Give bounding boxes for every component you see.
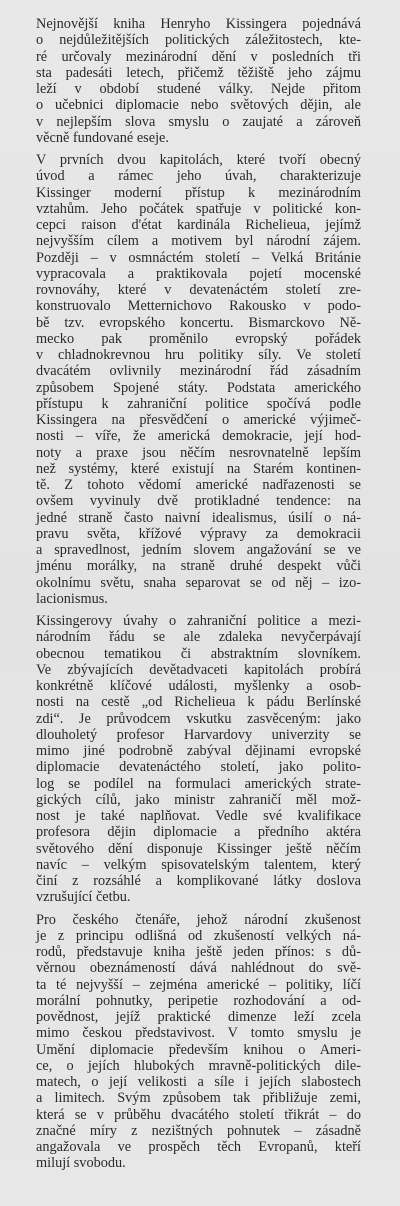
text-line: Kissingerovy úvahy o zahraniční politice a mezi-: [36, 613, 361, 629]
text-line: způsobem Spojené státy. Podstata amerického: [36, 379, 361, 396]
paragraph-2: [36, 152, 361, 607]
text-line: okolnímu světu, snaha separovat se od něj – izo-: [36, 574, 361, 591]
text-line: přístupu k zahraniční politice spočívá podle: [36, 395, 361, 412]
text-line: národním řádu se ale zdaleka nevyčerpávají: [36, 629, 361, 646]
text-line: V prvních dvou kapitolách, které tvoří obecný: [36, 152, 361, 168]
text-line: ré určovaly mezinárodní dění v posledních tři: [36, 48, 361, 65]
text-line: ovšem vyvinuly dvě protikladné tendence: na: [36, 493, 361, 510]
text-line: ce, o jejích hlubokých mravně-politických dile-: [36, 1057, 361, 1074]
text-line: Později – v osmnáctém století – Velká Británie: [36, 249, 361, 266]
text-line: navíc – velkým spisovatelským talentem, který: [36, 856, 361, 873]
text-line: vztahům. Jeho počátek spatřuje v politické kon-: [36, 200, 361, 217]
text-line: Kissingera na přesvědčení o americké výjimeč-: [36, 412, 361, 428]
text-line: jménu morálky, na straně druhé despekt vůči: [36, 558, 361, 575]
text-line: Umění diplomacie především knihou o Ameri-: [36, 1041, 361, 1058]
text-line: nost je také naplňovat. Vedle své kvalifikace: [36, 808, 361, 824]
text-line: dvacátém ovlivnily mezinárodní řád zásadním: [36, 363, 361, 380]
text-line: vypracovala a praktikovala pojetí mocenské: [36, 265, 361, 282]
text-line: sta padesáti letech, přičemž těžiště jeho zájmu: [36, 64, 361, 81]
text-line: povědnost, jejíž praktické dimenze leží zcela: [36, 1009, 361, 1025]
text-line: v chladnokrevnou hru politiky síly. Ve století: [36, 347, 361, 363]
paragraph-4: [36, 912, 361, 1172]
text-line: nosti – víře, že americká demokracie, její hod-: [36, 428, 361, 445]
text-line: konstruovalo Metternichovo Rakousko v podo-: [36, 298, 361, 315]
text-line: o nejdůležitějších politických záležitostech, kte-: [36, 32, 361, 49]
text-line: v nejlepším slova smyslu o zaujaté a zároveň: [36, 113, 361, 130]
text-line: milují svobodu.: [36, 1155, 126, 1172]
text-line: činí z rozsáhlé a komplikované látky doslova: [36, 873, 361, 889]
text-line: jedné straně často naivní idealismus, úsilí o ná-: [36, 509, 361, 526]
text-line: a spravedlnost, jedním slovem angažování se ve: [36, 542, 361, 558]
text-line: bě tzv. evropského koncertu. Bismarckovo Ně-: [36, 314, 361, 331]
text-line: morální pohnutky, peripetie rozhodování a od-: [36, 992, 361, 1009]
text-line: úvod a rámec jeho úvah, charakterizuje: [36, 168, 361, 185]
text-line: lacionismus.: [36, 590, 108, 607]
text-line: Nejnovější kniha Henryho Kissingera pojednává: [36, 16, 361, 32]
text-line: která se v průběhu dvacátého století třikrát – do: [36, 1106, 361, 1123]
book-blurb-text: [36, 16, 361, 1172]
paragraph-1: [36, 16, 361, 146]
text-line: Ve zbývajících devětadvaceti kapitolách probírá: [36, 661, 361, 678]
text-line: mimo českou představivost. V tomto smyslu je: [36, 1025, 361, 1042]
text-line: cepci raison d'état kardinála Richelieua, jejímž: [36, 217, 361, 233]
text-line: věrnou obeznámeností dává nahlédnout do svě-: [36, 960, 361, 977]
text-line: nejvyšším cílem a motivem byl národní zájem.: [36, 233, 361, 250]
text-line: rodů, představuje kniha ještě jeden přínos: s dů-: [36, 944, 361, 960]
paragraph-3: [36, 613, 361, 906]
text-line: vzrušující četbu.: [36, 889, 131, 906]
text-line: gických cílů, jako ministr zahraničí měl mož-: [36, 791, 361, 808]
text-line: zdi“. Je průvodcem vskutku zasvěceným: jako: [36, 710, 361, 727]
text-line: rovnováhy, které v devatenáctém století zre-: [36, 282, 361, 298]
text-line: je z principu odlišná od zkušeností velkých ná-: [36, 927, 361, 944]
text-line: nosti na cestě „od Richelieua k pádu Berlínské: [36, 694, 361, 711]
text-line: angažovala ve prospěch těch Evropanů, kteří: [36, 1139, 361, 1155]
text-line: log se podílel na formulaci amerických strate-: [36, 775, 361, 792]
text-line: tě. Z tohoto vědomí americké nadřazenosti se: [36, 477, 361, 493]
text-line: pravu světa, křížové výpravy za demokracii: [36, 525, 361, 542]
text-line: věcně fundované eseje.: [36, 129, 169, 146]
text-line: Pro českého čtenáře, jehož národní zkušenost: [36, 911, 361, 928]
text-line: a limitech. Svým způsobem tak přibližuje zemi,: [36, 1090, 361, 1107]
text-line: než systémy, které existují na Starém kontinen-: [36, 460, 361, 477]
text-line: diplomacie devatenáctého století, jako polito-: [36, 759, 361, 776]
text-line: světového dění disponuje Kissinger ještě něčím: [36, 840, 361, 857]
text-line: ta té nejvyšší – zejména americké – politiky, líčí: [36, 976, 361, 993]
text-line: obecnou tematikou či abstraktním slovníkem.: [36, 645, 361, 662]
text-line: o učebnici diplomacie nebo světových dějin, ale: [36, 97, 361, 114]
text-line: profesora dějin diplomacie a předního aktéra: [36, 824, 361, 841]
text-line: značné míry z nezištných pohnutek – zásadně: [36, 1122, 361, 1139]
text-line: dlouholetý profesor Harvardovy univerzity se: [36, 726, 361, 743]
text-line: noty a praxe jsou něčím nesrovnatelně lepším: [36, 444, 361, 461]
text-line: matech, o její velikosti a síle i jejích slabostech: [36, 1074, 361, 1090]
text-line: mecko pak proměnilo evropský pořádek: [36, 330, 361, 347]
text-line: konkrétně klíčové události, myšlenky a osob-: [36, 678, 361, 694]
text-line: leží v období studené války. Nejde přitom: [36, 81, 361, 97]
text-line: Kissinger moderní přístup k mezinárodním: [36, 184, 361, 201]
text-line: mimo jiné podrobně zabýval dějinami evropské: [36, 743, 361, 759]
